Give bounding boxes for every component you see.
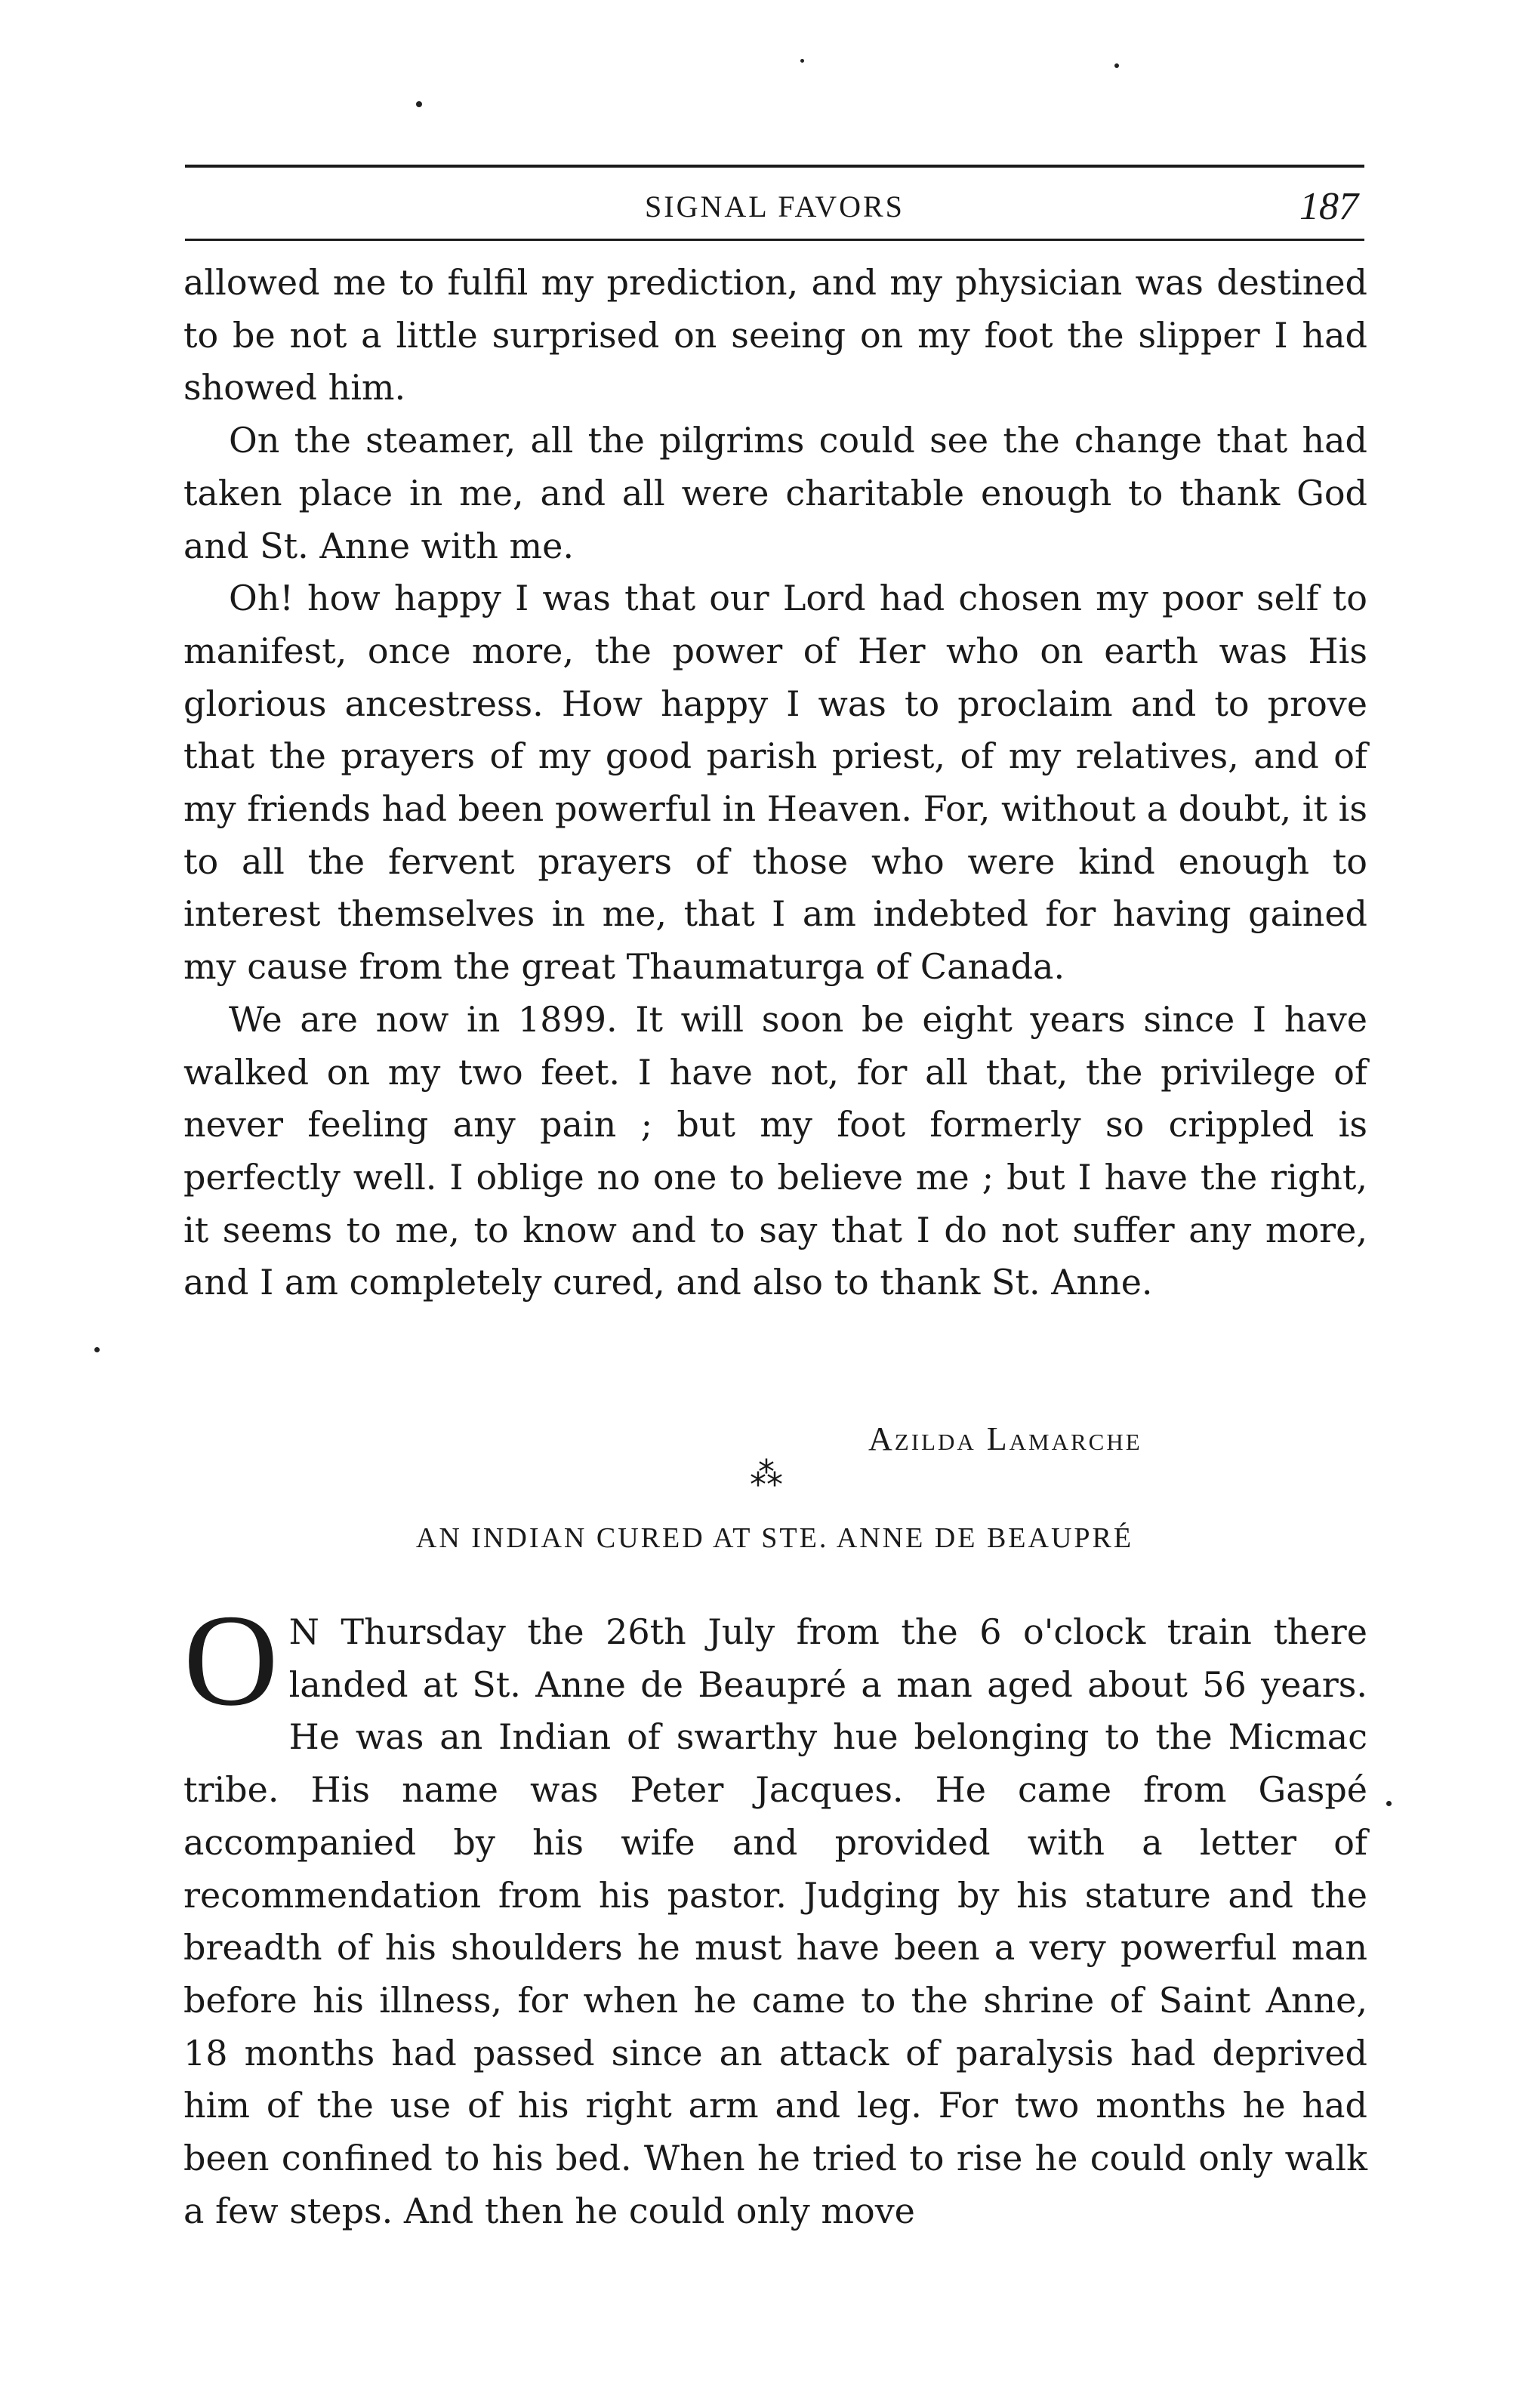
ink-speck (1114, 63, 1119, 68)
paragraph-opening (183, 1587, 1367, 2237)
ink-speck (94, 1347, 100, 1352)
testimony-text (183, 257, 1367, 1309)
section-ornament: ⁂ (750, 1455, 783, 1494)
paragraph-continuation: allowed me to fulfil my prediction, and my physician was destined to be not a little surprised on seeing on my foot the slipper I had showed him. (183, 262, 1367, 409)
ink-speck (800, 59, 804, 63)
signature-name: Azilda Lamarche (868, 1420, 1142, 1457)
header-rule-bottom (185, 239, 1364, 241)
drop-cap: O (183, 1587, 279, 1733)
running-title: SIGNAL FAVORS (645, 190, 905, 224)
paragraph-1899: We are now in 1899. It will soon be eight years since I have walked on my two feet. I have not, for all that, the privilege of never feeling any pain ; but my foot formerly so crippled is perfectly well. I oblige no one to believe me ; but I have the right, it seems to me, to know and to say that I do not suffer any more, and I am completely cured, and also to thank St. Anne. (183, 998, 1367, 1303)
paragraph-happy: Oh! how happy I was that our Lord had chosen my poor self to manifest, once more, the power of Her who on earth was His glorious ancestress. How happy I was to proclaim and to prove that the prayers of my good parish priest, of my relatives, and of my friends had been powerful in Heaven. For, without a doubt, it is to all the fervent prayers of those who were kind enough to interest themselves in me, that I am indebted for having gained my cause from the great Thaumaturga of Canada. (183, 578, 1367, 988)
page-number: 187 (1299, 185, 1358, 228)
section-heading: AN INDIAN CURED AT STE. ANNE DE BEAUPRÉ (415, 1522, 1134, 1554)
running-head (185, 184, 1364, 230)
opening-text: N Thursday the 26th July from the 6 o'clock train there landed at St. Anne de Beaupré a man aged about 56 years. He was an Indian of swarthy hue belonging to the Micmac tribe. His name was Peter Jacques. He came from Gaspé accompanied by his wife and provided with a letter of recommendation from his pastor. Judging by his stature and the breadth of his shoulders he must have been a very powerful man before his illness, for when he came to the shrine of Saint Anne, 18 months had passed since an attack of paralysis had deprived him of the use of his right arm and leg. For two months he had been confined to his bed. When he tried to rise he could only walk a few steps. And then he could only move (183, 1611, 1367, 2231)
ink-speck (416, 101, 422, 107)
paragraph-steamer: On the steamer, all the pilgrims could see the change that had taken place in me, and all were charitable enough to thank God and St. Anne with me. (183, 420, 1367, 566)
signature (868, 1420, 1142, 1458)
indian-cured-text (183, 1587, 1367, 2237)
header-rule-top (185, 165, 1364, 168)
ink-speck (1386, 1801, 1392, 1806)
